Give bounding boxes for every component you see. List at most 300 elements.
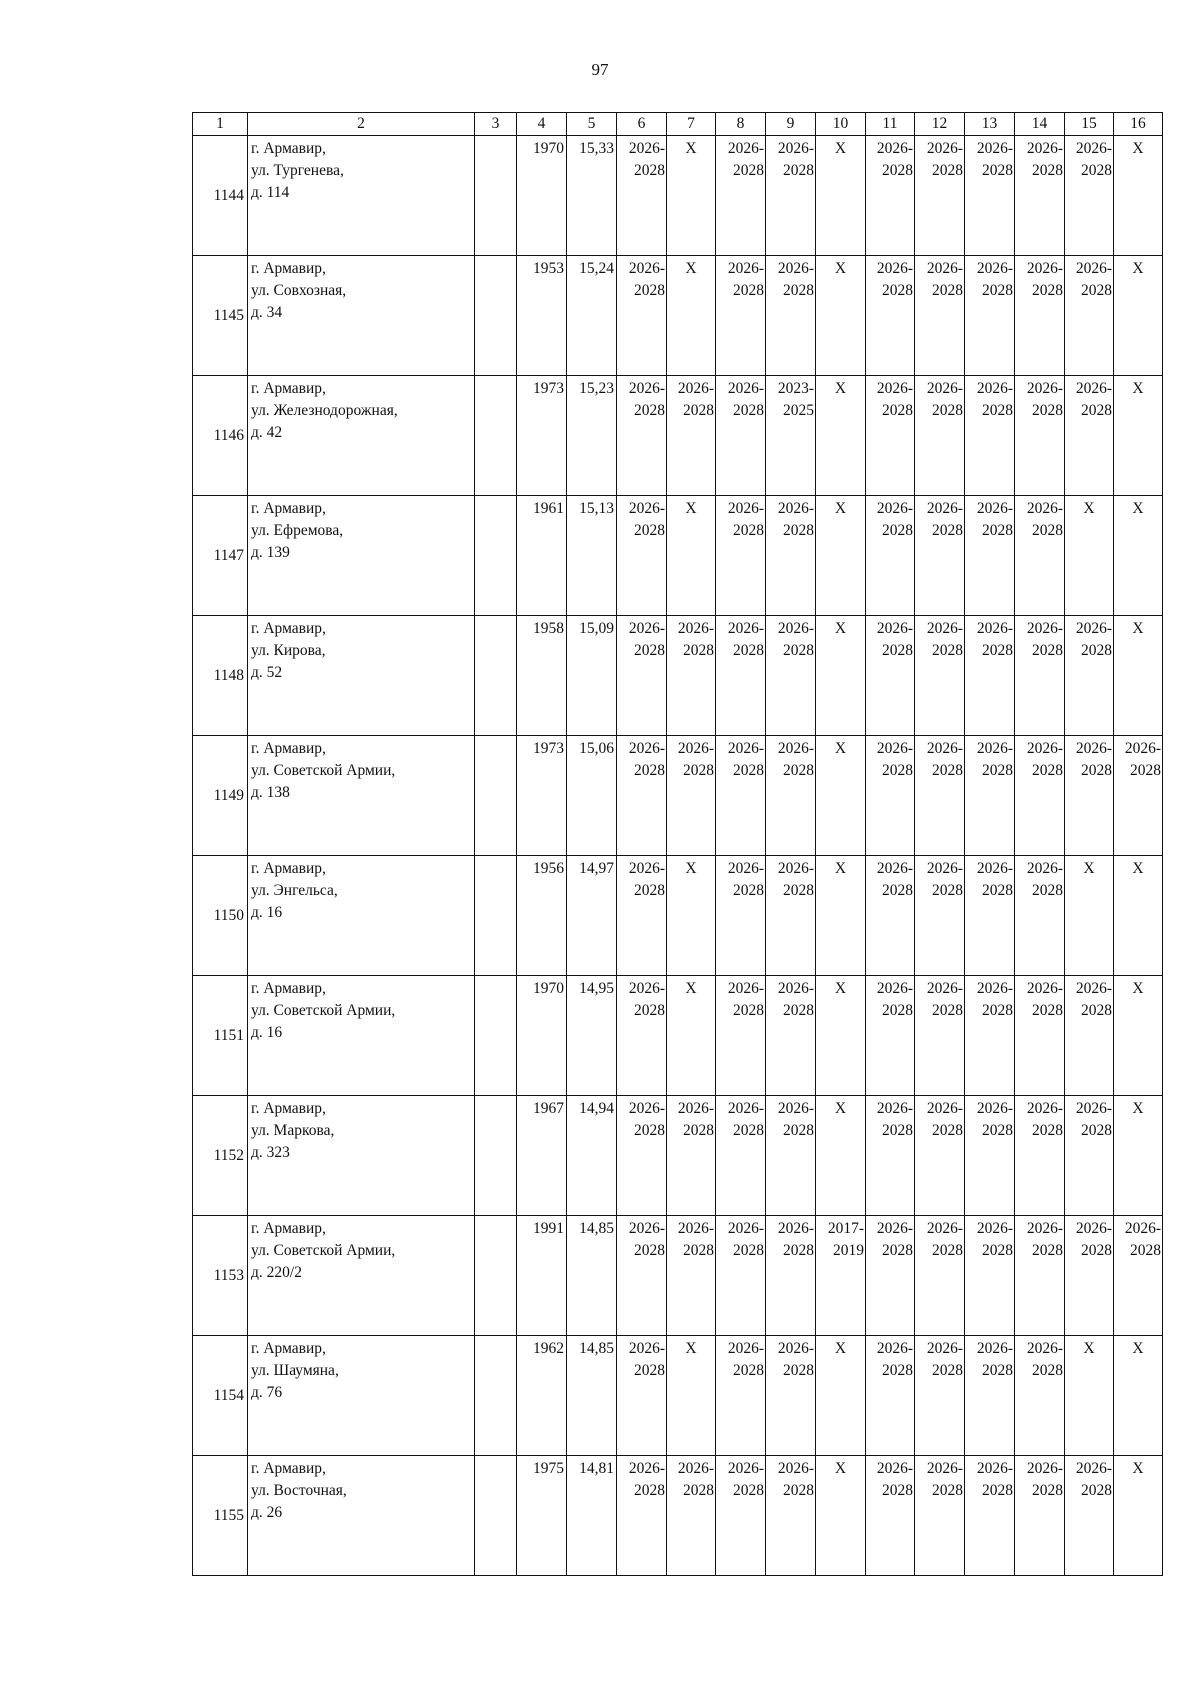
period-cell [866,1336,915,1456]
table-row [193,1096,1163,1216]
column-3-cell [475,1336,517,1456]
period-end: 2028 [982,762,1013,779]
period-start: 2026- [777,1460,814,1477]
column-3-cell [475,136,517,256]
period-cell: X [667,976,716,1096]
period-cell [866,256,915,376]
period-cell [1065,1216,1114,1336]
table-row [193,136,1163,256]
period-end: 2028 [932,1482,963,1499]
period-cell [866,736,915,856]
period-cell [965,1336,1015,1456]
column-header: 13 [965,113,1015,136]
period-cell [716,856,766,976]
period-end: 2028 [634,1482,665,1499]
period-end: 2028 [1130,762,1161,779]
column-3-cell [475,1456,517,1576]
period-cell [866,496,915,616]
period-cell [1015,856,1065,976]
period-start: 2026- [976,620,1013,637]
period-start: 2026- [1026,1340,1063,1357]
address-cell [248,736,475,856]
year-cell: 1973 [517,376,567,496]
period-end: 2028 [783,522,814,539]
period-start: 2026- [876,1100,913,1117]
period-start: 2026- [926,500,963,517]
period-start: 2026- [777,740,814,757]
period-end: 2028 [982,1362,1013,1379]
period-end: 2028 [1081,642,1112,659]
period-end: 2028 [733,1002,764,1019]
period-cell: X [816,496,866,616]
period-cell [766,136,816,256]
period-end: 2028 [783,1242,814,1259]
period-cell [766,496,816,616]
period-cell: X [1114,1096,1163,1216]
period-end: 2028 [1032,402,1063,419]
period-cell [1114,1216,1163,1336]
period-cell [617,736,667,856]
table-row [193,616,1163,736]
period-end: 2028 [982,282,1013,299]
period-cell [915,256,965,376]
period-cell [1015,976,1065,1096]
period-end: 2028 [932,1242,963,1259]
period-end: 2028 [733,402,764,419]
period-cell: X [816,376,866,496]
period-end: 2028 [882,162,913,179]
period-cell [1065,376,1114,496]
period-cell: X [1114,856,1163,976]
column-3-cell [475,616,517,736]
period-end: 2028 [1081,282,1112,299]
row-number: 1152 [193,1096,248,1216]
period-start: 2017- [827,1220,864,1237]
period-end: 2028 [733,762,764,779]
period-end: 2028 [783,1122,814,1139]
row-number: 1154 [193,1336,248,1456]
period-cell [866,376,915,496]
period-start: 2026- [727,260,764,277]
column-header: 8 [716,113,766,136]
period-start: 2026- [628,980,665,997]
period-start: 2026- [1075,260,1112,277]
address-city: г. Армавир, [251,260,326,277]
period-end: 2028 [982,402,1013,419]
address-city: г. Армавир, [251,140,326,157]
period-cell [866,976,915,1096]
year-cell: 1961 [517,496,567,616]
address-street: ул. Тургенева, [251,162,344,179]
period-cell [766,1096,816,1216]
period-cell [1065,976,1114,1096]
period-start: 2026- [727,380,764,397]
period-start: 2026- [1026,620,1063,637]
period-end: 2028 [882,762,913,779]
period-start: 2026- [677,620,714,637]
period-start: 2026- [777,1340,814,1357]
period-start: 2026- [777,860,814,877]
address-city: г. Армавир, [251,1100,326,1117]
period-start: 2026- [976,140,1013,157]
period-cell [1015,1456,1065,1576]
address-city: г. Армавир, [251,1340,326,1357]
period-start: 2026- [1075,1100,1112,1117]
period-cell [716,1096,766,1216]
period-cell [915,136,965,256]
year-cell: 1991 [517,1216,567,1336]
address-street: ул. Железнодорожная, [251,402,398,419]
period-cell [965,136,1015,256]
period-end: 2028 [1032,1122,1063,1139]
period-cell [617,256,667,376]
period-end: 2028 [882,1122,913,1139]
period-start: 2026- [727,1220,764,1237]
period-start: 2026- [628,260,665,277]
period-start: 2026- [628,500,665,517]
period-cell [965,496,1015,616]
period-end: 2028 [982,1122,1013,1139]
period-cell [667,1216,716,1336]
period-start: 2026- [628,740,665,757]
period-cell: X [1114,376,1163,496]
period-start: 2026- [727,980,764,997]
period-start: 2026- [628,1340,665,1357]
period-cell [716,1216,766,1336]
period-end: 2028 [882,1482,913,1499]
period-start: 2023- [777,380,814,397]
address-cell [248,976,475,1096]
column-header: 7 [667,113,716,136]
period-start: 2026- [876,1460,913,1477]
period-cell [667,1456,716,1576]
column-header: 3 [475,113,517,136]
period-end: 2028 [783,282,814,299]
period-cell [866,1096,915,1216]
address-house: д. 42 [251,424,283,441]
period-start: 2026- [1075,1220,1112,1237]
period-cell [915,1456,965,1576]
period-start: 2026- [1026,1100,1063,1117]
period-cell [915,976,965,1096]
period-cell [716,616,766,736]
page-number: 97 [591,60,609,79]
period-cell [965,976,1015,1096]
period-cell [716,1456,766,1576]
period-cell [965,256,1015,376]
column-number-header-row [193,113,1163,136]
period-end: 2028 [683,1482,714,1499]
column-header: 5 [567,113,617,136]
address-street: ул. Советской Армии, [251,762,396,779]
period-cell [617,856,667,976]
address-house: д. 16 [251,1024,283,1041]
period-start: 2026- [976,500,1013,517]
period-end: 2028 [982,1482,1013,1499]
period-start: 2026- [876,620,913,637]
period-cell [617,976,667,1096]
period-cell [667,736,716,856]
period-end: 2028 [882,1362,913,1379]
column-3-cell [475,1216,517,1336]
period-cell: X [1114,1336,1163,1456]
address-street: ул. Кирова, [251,642,326,659]
table-row [193,856,1163,976]
row-number: 1151 [193,976,248,1096]
value-cell: 15,09 [567,616,617,736]
period-end: 2028 [932,642,963,659]
period-end: 2028 [1081,1482,1112,1499]
column-header: 4 [517,113,567,136]
table-row [193,736,1163,856]
address-street: ул. Советской Армии, [251,1002,396,1019]
period-cell [965,1216,1015,1336]
value-cell: 15,33 [567,136,617,256]
period-end: 2028 [733,282,764,299]
period-end: 2028 [683,402,714,419]
period-start: 2026- [976,980,1013,997]
period-cell [1015,496,1065,616]
period-start: 2026- [976,860,1013,877]
period-end: 2028 [1081,762,1112,779]
period-start: 2026- [727,1340,764,1357]
period-cell [716,1336,766,1456]
address-house: д. 220/2 [251,1264,302,1281]
column-header: 10 [816,113,866,136]
column-header: 14 [1015,113,1065,136]
period-start: 2026- [1026,860,1063,877]
period-start: 2026- [926,860,963,877]
value-cell: 15,24 [567,256,617,376]
address-cell [248,1216,475,1336]
period-cell [716,256,766,376]
table-row [193,1456,1163,1576]
period-start: 2026- [1026,980,1063,997]
period-start: 2026- [727,860,764,877]
period-start: 2026- [976,1340,1013,1357]
year-cell: 1958 [517,616,567,736]
period-cell: X [667,856,716,976]
column-header: 12 [915,113,965,136]
period-start: 2026- [628,1460,665,1477]
period-cell [1065,136,1114,256]
address-cell [248,1336,475,1456]
address-city: г. Армавир, [251,500,326,517]
period-end: 2028 [882,522,913,539]
period-cell: X [1114,976,1163,1096]
period-end: 2028 [1081,162,1112,179]
address-street: ул. Советской Армии, [251,1242,396,1259]
column-header: 6 [617,113,667,136]
period-cell: X [1065,496,1114,616]
period-cell: X [816,136,866,256]
period-cell [1015,376,1065,496]
period-end: 2028 [634,1002,665,1019]
period-start: 2026- [976,260,1013,277]
period-cell [716,136,766,256]
period-end: 2028 [1130,1242,1161,1259]
period-end: 2028 [634,1122,665,1139]
address-cell [248,856,475,976]
period-end: 2028 [932,402,963,419]
address-cell [248,256,475,376]
period-cell [965,1096,1015,1216]
period-start: 2026- [876,860,913,877]
address-house: д. 139 [251,544,290,561]
period-end: 2028 [634,882,665,899]
period-end: 2028 [982,1242,1013,1259]
period-end: 2028 [932,162,963,179]
address-house: д. 138 [251,784,290,801]
period-start: 2026- [1075,140,1112,157]
period-start: 2026- [628,1220,665,1237]
address-street: ул. Энгельса, [251,882,338,899]
period-start: 2026- [727,140,764,157]
period-end: 2028 [932,1002,963,1019]
period-cell [1015,1216,1065,1336]
period-cell: X [816,1096,866,1216]
address-house: д. 114 [251,184,290,201]
period-start: 2026- [1026,140,1063,157]
period-end: 2028 [634,642,665,659]
period-cell [965,856,1015,976]
row-number: 1149 [193,736,248,856]
period-start: 2026- [777,1100,814,1117]
value-cell: 15,06 [567,736,617,856]
column-header: 1 [193,113,248,136]
year-cell: 1956 [517,856,567,976]
period-start: 2026- [727,620,764,637]
period-cell [617,496,667,616]
period-cell [617,1216,667,1336]
row-number: 1147 [193,496,248,616]
value-cell: 14,85 [567,1216,617,1336]
period-start: 2026- [876,140,913,157]
address-house: д. 52 [251,664,283,681]
address-city: г. Армавир, [251,740,326,757]
period-cell [915,736,965,856]
period-start: 2026- [876,980,913,997]
period-cell [1114,736,1163,856]
period-start: 2026- [777,140,814,157]
period-end: 2028 [1032,1002,1063,1019]
period-cell [1015,1336,1065,1456]
period-end: 2028 [783,762,814,779]
period-start: 2026- [926,980,963,997]
column-3-cell [475,736,517,856]
period-end: 2028 [982,882,1013,899]
period-cell [1065,736,1114,856]
period-start: 2026- [876,260,913,277]
period-start: 2026- [677,1100,714,1117]
period-cell [766,976,816,1096]
address-house: д. 26 [251,1504,283,1521]
period-start: 2026- [976,740,1013,757]
period-cell [1015,736,1065,856]
period-end: 2028 [634,1242,665,1259]
address-street: ул. Шаумяна, [251,1362,339,1379]
period-end: 2028 [882,1242,913,1259]
period-cell [716,976,766,1096]
period-end: 2028 [683,642,714,659]
period-start: 2026- [1075,380,1112,397]
address-cell [248,1096,475,1216]
period-end: 2028 [1032,522,1063,539]
period-end: 2028 [982,162,1013,179]
period-cell [617,136,667,256]
period-end: 2028 [882,642,913,659]
period-end: 2028 [982,522,1013,539]
period-cell [866,1216,915,1336]
period-end: 2028 [783,1362,814,1379]
period-end: 2028 [634,1362,665,1379]
table-row [193,496,1163,616]
period-end: 2028 [634,402,665,419]
period-cell [915,856,965,976]
address-cell [248,496,475,616]
period-cell [965,376,1015,496]
period-start: 2026- [926,140,963,157]
value-cell: 15,13 [567,496,617,616]
column-3-cell [475,496,517,616]
period-end: 2028 [634,282,665,299]
row-number: 1146 [193,376,248,496]
period-cell [915,376,965,496]
period-start: 2026- [777,260,814,277]
period-cell: X [667,256,716,376]
period-cell: X [667,1336,716,1456]
period-end: 2025 [783,402,814,419]
housing-register-table [192,112,1163,1576]
period-end: 2028 [783,642,814,659]
table-row [193,976,1163,1096]
year-cell: 1953 [517,256,567,376]
period-cell [1015,136,1065,256]
period-start: 2026- [926,380,963,397]
period-start: 2026- [1075,620,1112,637]
period-end: 2028 [1032,882,1063,899]
period-end: 2028 [1081,402,1112,419]
period-cell: X [816,976,866,1096]
period-end: 2028 [683,1242,714,1259]
period-end: 2028 [1032,1362,1063,1379]
period-cell [617,1456,667,1576]
period-end: 2028 [733,1362,764,1379]
column-header: 9 [766,113,816,136]
period-end: 2028 [1032,1482,1063,1499]
period-start: 2026- [777,1220,814,1237]
period-cell [617,1096,667,1216]
address-street: ул. Маркова, [251,1122,335,1139]
table-row [193,1336,1163,1456]
address-city: г. Армавир, [251,980,326,997]
period-end: 2028 [733,1482,764,1499]
row-number: 1150 [193,856,248,976]
period-start: 2026- [677,740,714,757]
period-cell [1015,1096,1065,1216]
period-cell: X [667,496,716,616]
period-start: 2026- [1075,1460,1112,1477]
column-header: 16 [1114,113,1163,136]
period-end: 2028 [733,162,764,179]
period-start: 2026- [1026,260,1063,277]
address-house: д. 16 [251,904,283,921]
period-cell [667,1096,716,1216]
period-cell: X [816,616,866,736]
period-cell [1015,616,1065,736]
address-street: ул. Ефремова, [251,522,344,539]
period-start: 2026- [1075,980,1112,997]
